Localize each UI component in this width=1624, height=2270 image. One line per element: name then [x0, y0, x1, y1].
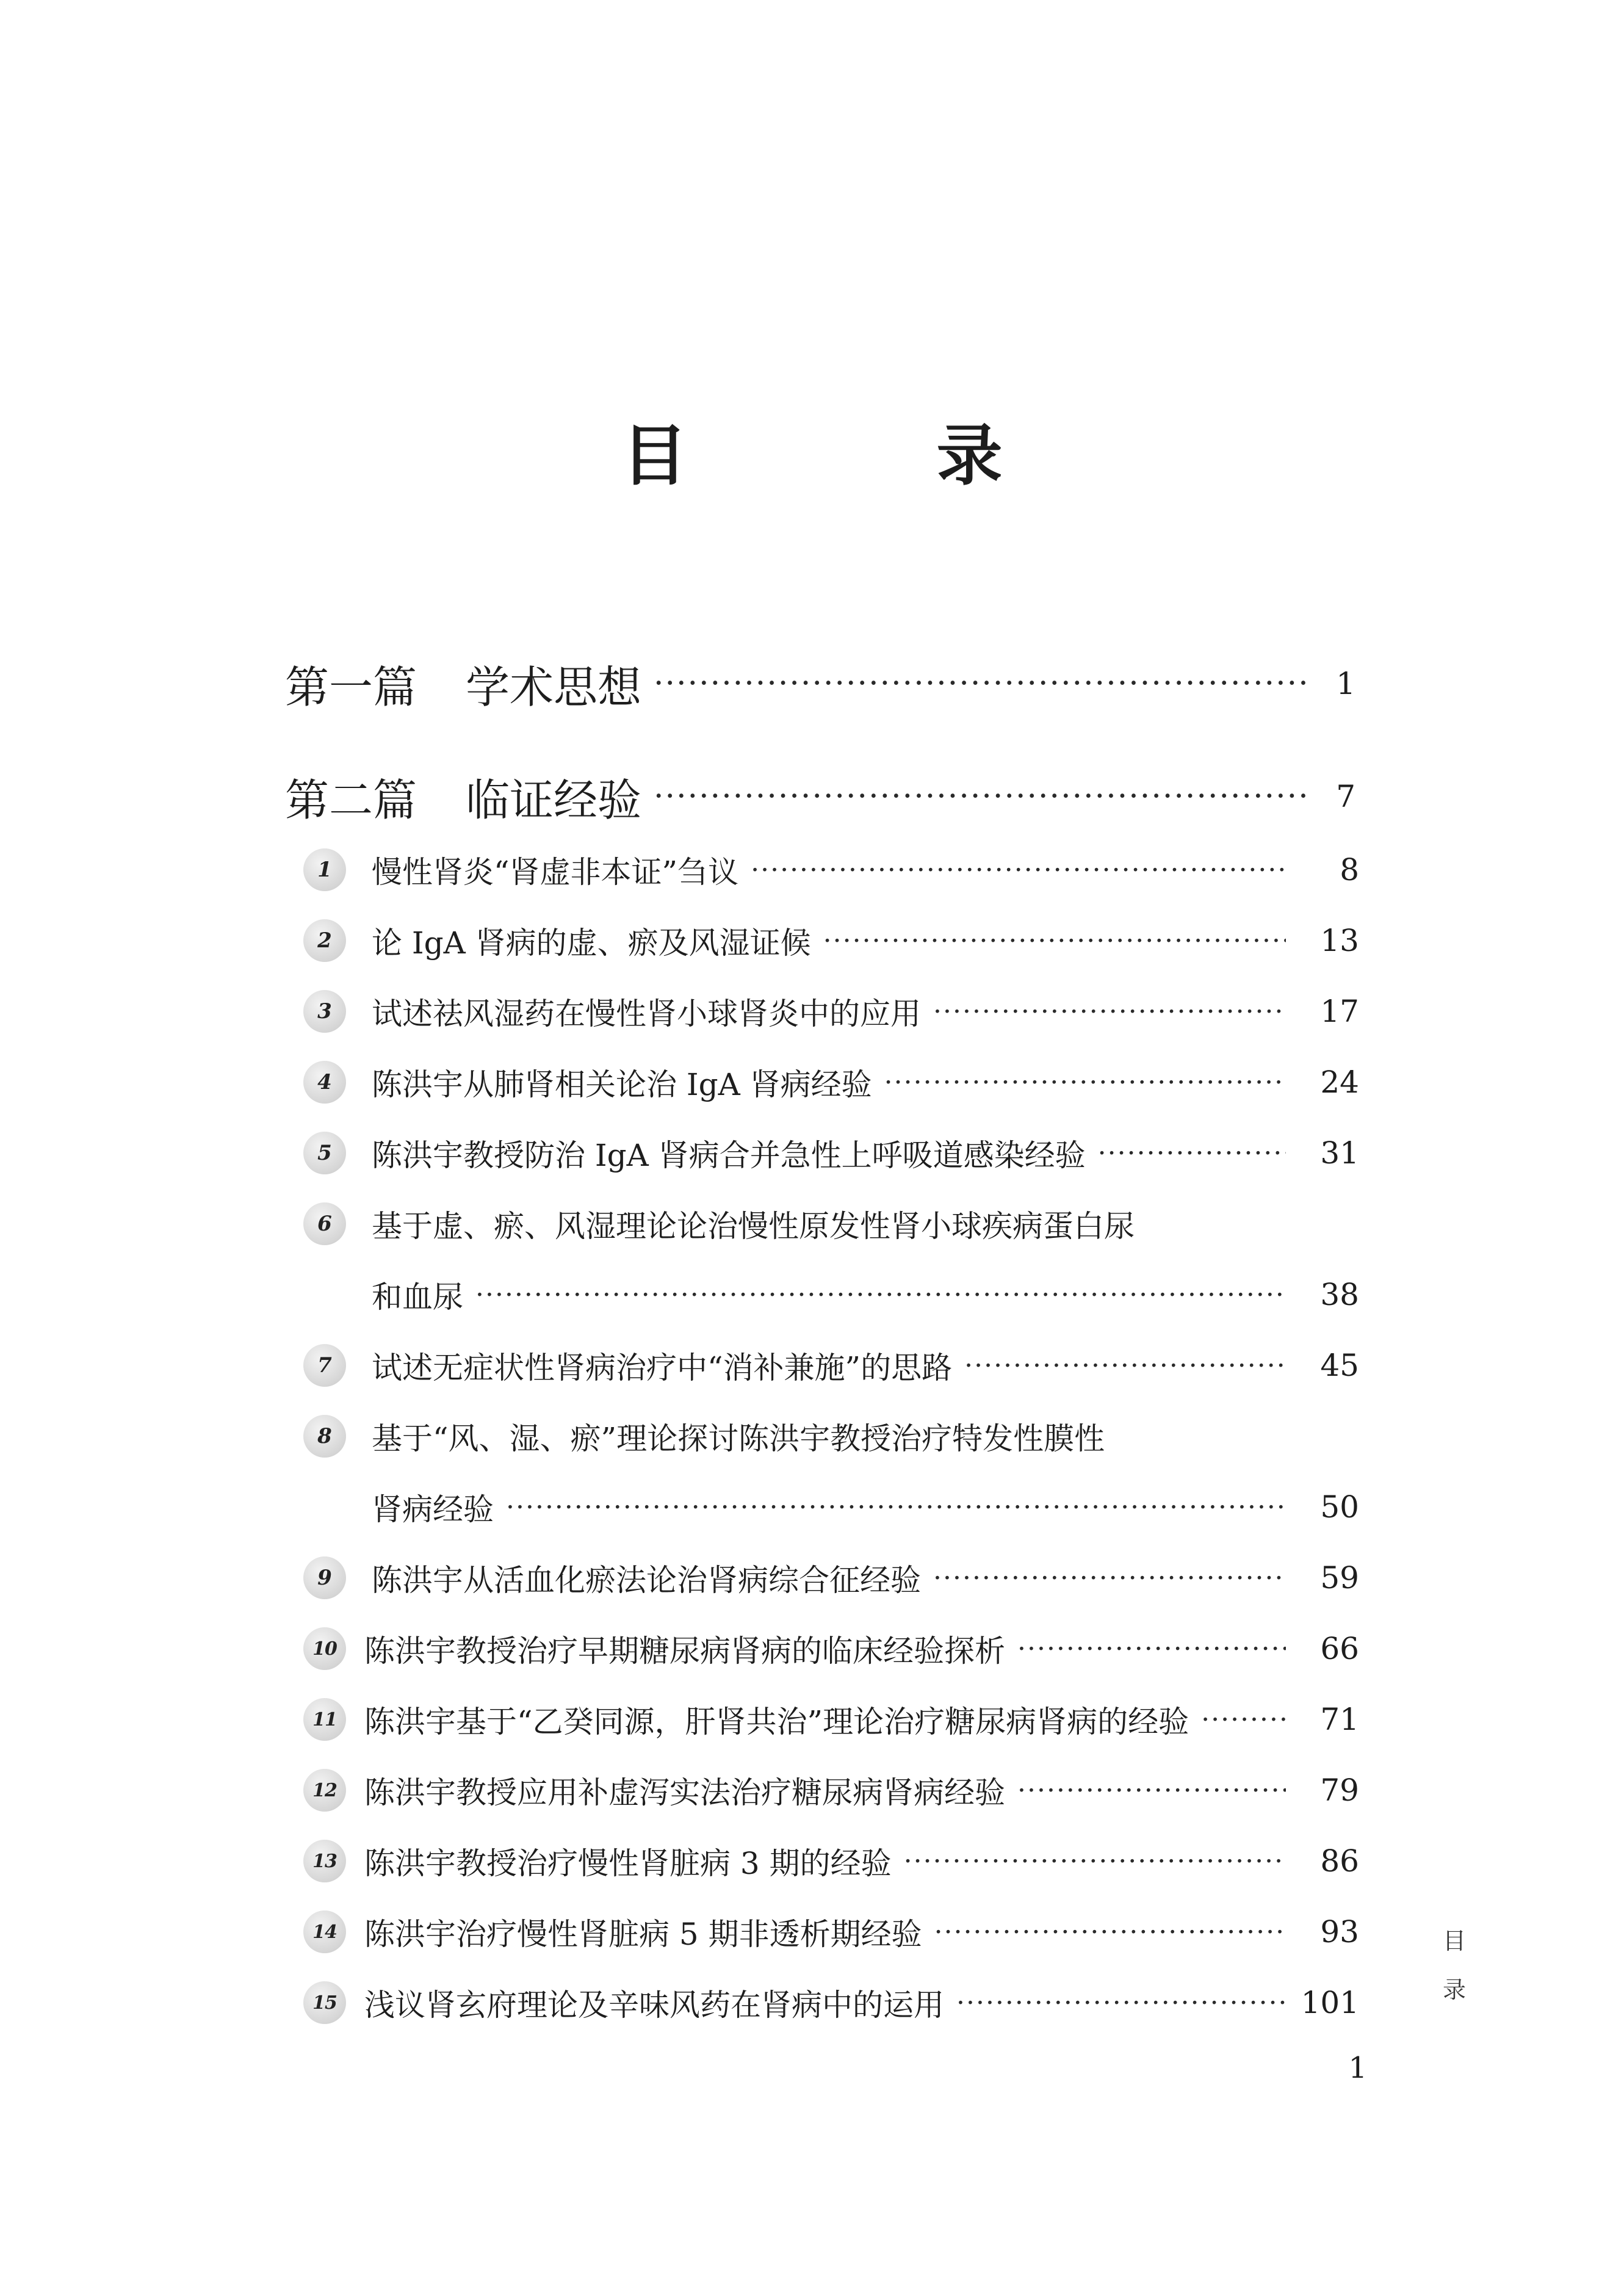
entry-title: 浅议肾玄府理论及辛味风药在肾病中的运用 — [364, 1987, 944, 2023]
side-tab — [1436, 1917, 1473, 2014]
entry-number-badge: 6 — [303, 1202, 346, 1245]
toc-entry-6[interactable] — [303, 1190, 1359, 1257]
page-title: 目 录 — [621, 417, 1094, 494]
page-number: 31 — [1320, 1135, 1359, 1171]
entry-number-badge: 14 — [303, 1910, 346, 1953]
page-number: 101 — [1301, 1985, 1359, 2020]
entry-title-continuation: 肾病经验 — [372, 1492, 494, 1527]
page-number: 1 — [1336, 666, 1355, 701]
page-number: 7 — [1336, 779, 1355, 814]
leader-dots — [933, 1563, 1286, 1594]
entry-number-badge: 12 — [303, 1769, 346, 1812]
leader-dots — [1017, 1775, 1286, 1806]
page-number: 24 — [1320, 1065, 1359, 1100]
toc-entry-3[interactable] — [303, 978, 1359, 1045]
page-number: 93 — [1320, 1914, 1359, 1950]
toc-entry-1[interactable] — [303, 836, 1359, 903]
entry-number-badge: 3 — [303, 990, 346, 1033]
leader-dots — [904, 1846, 1286, 1877]
page-number: 66 — [1320, 1631, 1359, 1666]
entry-title: 陈洪宇教授应用补虚泻实法治疗糖尿病肾病经验 — [364, 1775, 1005, 1810]
entry-number-badge: 9 — [303, 1556, 346, 1599]
leader-dots — [654, 778, 1307, 815]
page-number: 79 — [1320, 1773, 1359, 1808]
entry-number-badge: 11 — [303, 1698, 346, 1741]
entry-title: 陈洪宇从活血化瘀法论治肾病综合征经验 — [372, 1563, 921, 1598]
page-number: 13 — [1320, 923, 1359, 958]
toc-section-1[interactable] — [285, 650, 1355, 717]
page-number: 17 — [1320, 994, 1359, 1029]
leader-dots — [1098, 1138, 1286, 1169]
entry-title: 陈洪宇教授治疗慢性肾脏病 3 期的经验 — [364, 1846, 892, 1881]
toc-entry-8-continuation[interactable] — [372, 1473, 1359, 1541]
entry-number-badge: 2 — [303, 919, 346, 962]
entry-number-badge: 1 — [303, 848, 346, 891]
entry-number-badge: 15 — [303, 1981, 346, 2024]
entry-number-badge: 5 — [303, 1132, 346, 1174]
toc-section-2[interactable] — [285, 763, 1355, 830]
toc-entry-2[interactable] — [303, 907, 1359, 974]
section-name: 学术思想 — [466, 662, 642, 713]
entry-title: 陈洪宇从肺肾相关论治 IgA 肾病经验 — [372, 1067, 872, 1102]
toc-entry-8[interactable] — [303, 1403, 1359, 1470]
side-tab-char: 录 — [1442, 1976, 1466, 2003]
section-name: 临证经验 — [466, 775, 642, 826]
page-number: 86 — [1320, 1843, 1359, 1879]
leader-dots — [654, 665, 1307, 702]
entry-number-badge: 8 — [303, 1415, 346, 1458]
page-number: 71 — [1320, 1702, 1359, 1737]
page-folio: 1 — [1348, 2051, 1367, 2085]
toc-entry-6-continuation[interactable] — [372, 1261, 1359, 1328]
leader-dots — [823, 925, 1286, 956]
entry-number-badge: 4 — [303, 1061, 346, 1104]
entry-number-badge: 7 — [303, 1344, 346, 1387]
entry-title: 陈洪宇教授治疗早期糖尿病肾病的临床经验探析 — [364, 1633, 1005, 1669]
leader-dots — [884, 1067, 1286, 1098]
leader-dots — [1201, 1704, 1286, 1735]
leader-dots — [475, 1279, 1286, 1310]
entry-title-continuation: 和血尿 — [372, 1279, 463, 1315]
entry-title: 论 IgA 肾病的虚、瘀及风湿证候 — [372, 925, 811, 961]
toc-entry-5[interactable] — [303, 1119, 1359, 1187]
section-number: 第一篇 — [285, 662, 417, 713]
toc-entry-10[interactable] — [303, 1615, 1359, 1682]
entry-title: 基于虚、瘀、风湿理论论治慢性原发性肾小球疾病蛋白尿 — [372, 1209, 1135, 1244]
entry-title: 陈洪宇治疗慢性肾脏病 5 期非透析期经验 — [364, 1917, 922, 1952]
leader-dots — [956, 1987, 1286, 2019]
entry-title: 陈洪宇基于“乙癸同源，肝肾共治”理论治疗糖尿病肾病的经验 — [364, 1704, 1189, 1740]
toc-entry-9[interactable] — [303, 1544, 1359, 1611]
page-number: 50 — [1320, 1489, 1359, 1525]
page-number: 38 — [1320, 1277, 1359, 1312]
leader-dots — [1017, 1633, 1286, 1665]
toc-entry-12[interactable] — [303, 1757, 1359, 1824]
leader-dots — [934, 1917, 1286, 1948]
toc-entry-7[interactable] — [303, 1332, 1359, 1399]
entry-title: 试述祛风湿药在慢性肾小球肾炎中的应用 — [372, 996, 921, 1032]
page-number: 8 — [1340, 852, 1359, 887]
entry-title: 陈洪宇教授防治 IgA 肾病合并急性上呼吸道感染经验 — [372, 1138, 1086, 1173]
entry-title: 基于“风、湿、瘀”理论探讨陈洪宇教授治疗特发性膜性 — [372, 1421, 1105, 1456]
toc-entry-11[interactable] — [303, 1686, 1359, 1753]
entry-title: 慢性肾炎“肾虚非本证”刍议 — [372, 855, 739, 890]
leader-dots — [506, 1492, 1286, 1523]
side-tab-char: 目 — [1442, 1928, 1466, 1954]
toc-entry-14[interactable] — [303, 1898, 1359, 1965]
toc-entry-4[interactable] — [303, 1049, 1359, 1116]
page-number: 45 — [1320, 1348, 1359, 1383]
leader-dots — [964, 1350, 1286, 1381]
entry-number-badge: 10 — [303, 1627, 346, 1670]
section-number: 第二篇 — [285, 775, 417, 826]
toc-entry-15[interactable] — [303, 1969, 1359, 2036]
leader-dots — [751, 855, 1286, 886]
page-number: 59 — [1320, 1560, 1359, 1596]
leader-dots — [933, 996, 1286, 1027]
entry-number-badge: 13 — [303, 1840, 346, 1882]
toc-entry-13[interactable] — [303, 1827, 1359, 1895]
entry-title: 试述无症状性肾病治疗中“消补兼施”的思路 — [372, 1350, 953, 1386]
